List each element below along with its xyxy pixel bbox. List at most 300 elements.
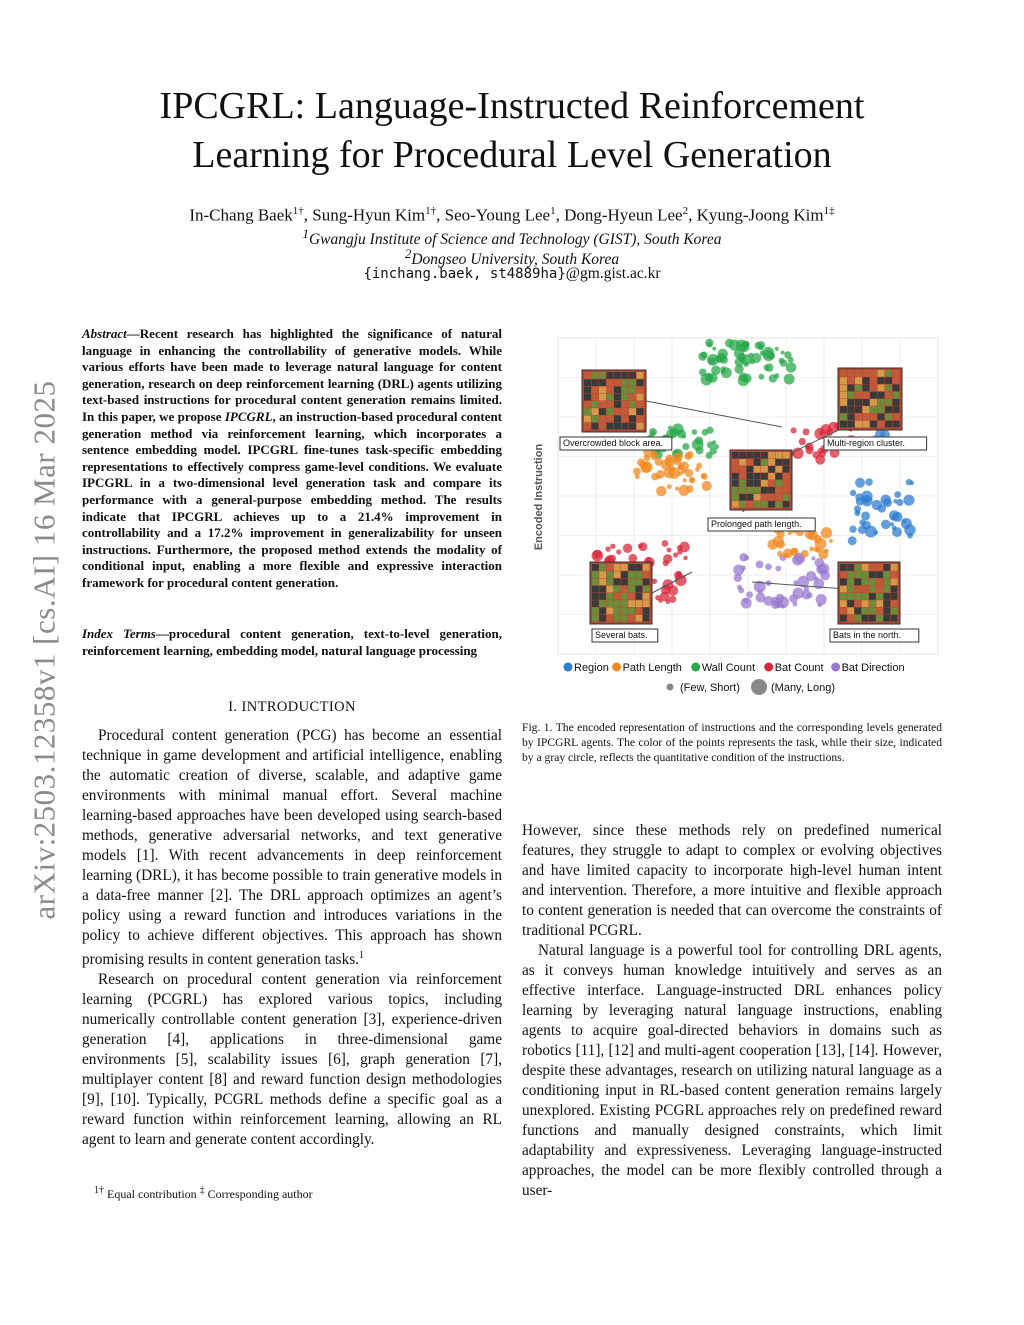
level-tile — [863, 385, 870, 392]
data-point — [775, 566, 781, 572]
level-tile — [891, 571, 898, 578]
level-tile — [592, 372, 599, 379]
intro-right-column — [522, 821, 942, 1201]
legend-marker — [564, 663, 573, 672]
level-tile — [876, 608, 883, 615]
level-tile — [584, 394, 591, 401]
data-point — [859, 519, 865, 525]
data-point — [865, 526, 877, 538]
data-point — [848, 536, 857, 545]
legend-marker — [831, 663, 840, 672]
level-tile — [884, 593, 891, 600]
level-tile — [637, 416, 644, 423]
level-tile — [636, 615, 643, 622]
level-tile — [628, 600, 635, 607]
level-tile — [754, 501, 761, 508]
level-tile — [599, 372, 606, 379]
level-tile — [761, 459, 768, 466]
data-point — [692, 429, 698, 435]
level-tile — [739, 473, 746, 480]
data-point — [628, 554, 637, 563]
level-tile — [607, 387, 614, 394]
level-tile — [783, 487, 790, 494]
level-tile — [878, 385, 885, 392]
level-tile — [893, 385, 900, 392]
level-tile — [869, 564, 876, 571]
level-tile — [761, 501, 768, 508]
level-tile — [776, 473, 783, 480]
level-tile — [878, 421, 885, 428]
data-point — [679, 461, 689, 471]
data-point — [896, 499, 903, 506]
level-tile — [761, 452, 768, 459]
level-tile — [869, 586, 876, 593]
level-tile — [599, 579, 606, 586]
level-tile — [754, 494, 761, 501]
level-tile — [893, 377, 900, 384]
level-tile — [732, 487, 739, 494]
level-tile — [891, 600, 898, 607]
level-tile — [863, 399, 870, 406]
level-tile — [739, 466, 746, 473]
level-tile — [885, 377, 892, 384]
level-tile — [732, 466, 739, 473]
level-tile — [876, 564, 883, 571]
data-point — [712, 347, 716, 351]
level-tile — [629, 394, 636, 401]
level-tile — [776, 466, 783, 473]
level-tile — [884, 564, 891, 571]
level-tile — [607, 372, 614, 379]
level-tile — [863, 406, 870, 413]
level-tile — [754, 452, 761, 459]
level-tile — [869, 571, 876, 578]
level-tile — [614, 416, 621, 423]
level-tile — [747, 501, 754, 508]
level-tile — [584, 387, 591, 394]
data-point — [811, 556, 815, 560]
level-tile — [848, 377, 855, 384]
author-name: In-Chang Baek — [189, 205, 293, 225]
level-tile — [855, 399, 862, 406]
level-tile — [840, 370, 847, 377]
level-tile — [870, 421, 877, 428]
level-tile — [848, 370, 855, 377]
size-legend-large-marker — [751, 679, 767, 695]
level-tile — [592, 423, 599, 430]
data-point — [646, 557, 651, 562]
level-tile — [621, 579, 628, 586]
level-tile — [878, 406, 885, 413]
data-point — [746, 591, 753, 598]
level-tile — [732, 452, 739, 459]
level-tile — [622, 423, 629, 430]
level-tile — [592, 608, 599, 615]
level-tile — [614, 593, 621, 600]
level-tile — [840, 406, 847, 413]
data-point — [669, 596, 676, 603]
level-tile — [840, 399, 847, 406]
annotation-label: Multi-region cluster. — [827, 438, 906, 448]
level-tile — [607, 564, 614, 571]
level-tile — [891, 615, 898, 622]
level-tile — [622, 394, 629, 401]
level-tile — [878, 392, 885, 399]
level-tile — [847, 586, 854, 593]
level-tile — [855, 571, 862, 578]
level-tile — [607, 394, 614, 401]
data-point — [699, 368, 707, 376]
data-point — [816, 548, 821, 553]
level-tile — [878, 399, 885, 406]
data-point — [814, 535, 822, 543]
level-tile — [599, 615, 606, 622]
level-tile — [847, 571, 854, 578]
level-thumbnail — [590, 562, 658, 642]
data-point — [744, 555, 749, 560]
level-tile — [599, 401, 606, 408]
data-point — [815, 455, 825, 465]
footnote: $^{1\dagger}$ Equal contribution ‡ Corresponding author — [94, 1185, 313, 1201]
author-name: Dong-Hyeun Lee — [564, 205, 683, 225]
affiliation-2: $^2$Dongseo University, South Korea — [404, 246, 620, 269]
level-tile — [599, 394, 606, 401]
level-tile — [629, 416, 636, 423]
level-tile — [614, 379, 621, 386]
data-point — [683, 556, 687, 560]
data-point — [788, 531, 792, 535]
level-tile — [622, 372, 629, 379]
level-tile — [761, 494, 768, 501]
level-tile — [607, 600, 614, 607]
annotation-label: Overcrowded block area. — [563, 438, 664, 448]
size-legend-small-marker — [667, 684, 674, 691]
legend-label: Path Length — [622, 662, 682, 674]
level-tile — [628, 586, 635, 593]
data-point — [751, 353, 761, 363]
level-tile — [637, 408, 644, 415]
section-heading: I. INTRODUCTION — [228, 699, 356, 715]
level-tile — [592, 379, 599, 386]
level-tile — [747, 466, 754, 473]
abstract: Abstract—Recent research has highlighted the significance of natural language in enhancing the controllability of generative models. While various efforts have been made to leverage natural language for content generation, research on deep reinforcement learning (DRL) agents utilizing text-based instructions for procedural content generation remains limited. In this paper, we propose IPCGRL, an instruction-based procedural content generation method via reinforcement learning, which incorporates a sentence embedding model. IPCGRL fine-tunes task-specific embedding representations to effectively compress game-level conditions. We evaluate IPCGRL in a two-dimensional level generation task and compare its performance with a general-purpose embedding method. The results indicate that IPCGRL achieves up to a 21.4% improvement in controllability and a 17.2% improvement in generalizability for unseen instructions. Furthermore, the proposed method extends the modality of conditional input, enabling a more flexible and expressive interaction framework for procedural content generation. — [82, 326, 503, 590]
data-point — [784, 351, 792, 359]
level-tile — [840, 564, 847, 571]
level-tile — [768, 480, 775, 487]
level-tile — [855, 564, 862, 571]
level-tile — [614, 423, 621, 430]
level-tile — [776, 459, 783, 466]
data-point — [708, 373, 717, 382]
level-tile — [863, 377, 870, 384]
level-tile — [840, 385, 847, 392]
author-affiliation-marker: 2 — [682, 205, 689, 217]
level-tile — [840, 377, 847, 384]
arxiv-stamp — [15, 360, 75, 940]
author-affiliation-marker: 1 — [550, 205, 556, 217]
level-tile — [893, 399, 900, 406]
level-tile — [592, 408, 599, 415]
level-tile — [599, 593, 606, 600]
level-tile — [628, 615, 635, 622]
abstract-label: Abstract — [82, 326, 127, 341]
data-point — [656, 486, 667, 497]
level-tile — [754, 459, 761, 466]
level-tile — [614, 372, 621, 379]
data-point — [907, 533, 913, 539]
level-tile — [629, 423, 636, 430]
level-tile — [869, 593, 876, 600]
level-tile — [847, 564, 854, 571]
affiliation-2-marker: 2 — [404, 246, 412, 261]
legend-label: Region — [574, 662, 609, 674]
level-tile — [636, 564, 643, 571]
level-tile — [629, 401, 636, 408]
intro-left-column — [82, 726, 502, 1150]
level-tile — [847, 579, 854, 586]
level-tile — [863, 414, 870, 421]
level-tile — [732, 494, 739, 501]
level-tile — [622, 401, 629, 408]
level-tile — [783, 501, 790, 508]
data-point — [881, 520, 891, 530]
level-tile — [878, 370, 885, 377]
level-tile — [863, 370, 870, 377]
level-tile — [637, 401, 644, 408]
level-tile — [855, 421, 862, 428]
level-tile — [884, 615, 891, 622]
data-point — [865, 478, 873, 486]
level-tile — [870, 370, 877, 377]
level-tile — [614, 571, 621, 578]
level-tile — [637, 394, 644, 401]
level-tile — [869, 600, 876, 607]
legend-marker — [691, 663, 700, 672]
level-tile — [592, 401, 599, 408]
author-affiliation-marker: 1‡ — [823, 205, 835, 217]
data-point — [819, 431, 823, 435]
data-point — [635, 474, 640, 479]
annotation-label: Prolonged path length. — [711, 519, 802, 529]
level-tile — [848, 399, 855, 406]
level-tile — [869, 579, 876, 586]
author-email: {inchang.baek, st4889ha}@gm.gist.ac.kr — [363, 265, 661, 282]
level-tile — [614, 387, 621, 394]
level-tile — [855, 377, 862, 384]
level-tile — [599, 608, 606, 615]
level-tile — [643, 608, 650, 615]
author-affiliation-marker: 1† — [292, 205, 304, 217]
data-point — [592, 550, 604, 562]
level-tile — [893, 421, 900, 428]
data-point — [765, 563, 772, 570]
level-tile — [614, 394, 621, 401]
level-tile — [643, 593, 650, 600]
author-name: Seo-Young Lee — [444, 205, 551, 225]
level-tile — [862, 600, 869, 607]
level-tile — [607, 423, 614, 430]
level-tile — [614, 586, 621, 593]
data-point — [682, 443, 689, 450]
level-tile — [621, 608, 628, 615]
level-tile — [840, 579, 847, 586]
level-tile — [876, 571, 883, 578]
legend-label: Bat Count — [774, 662, 824, 674]
level-tile — [643, 564, 650, 571]
legend-marker — [612, 663, 621, 672]
data-point — [706, 427, 713, 434]
level-tile — [783, 459, 790, 466]
title-line-1: IPCGRL: Language-Instructed Reinforcement — [159, 85, 865, 127]
level-tile — [847, 593, 854, 600]
annotation-label: Several bats. — [595, 630, 648, 640]
level-tile — [869, 608, 876, 615]
level-tile — [739, 459, 746, 466]
level-tile — [592, 387, 599, 394]
data-point — [817, 603, 822, 608]
level-tile — [876, 615, 883, 622]
data-point — [799, 438, 806, 445]
level-tile — [878, 414, 885, 421]
method-name: IPCGRL — [224, 408, 273, 424]
level-tile — [855, 385, 862, 392]
level-tile — [761, 480, 768, 487]
data-point — [817, 448, 823, 454]
data-point — [663, 560, 669, 566]
level-tile — [884, 608, 891, 615]
level-tile — [637, 387, 644, 394]
intro-paragraph-2: Research on procedural content generation via reinforcement learning (PCGRL) has explored various topics, including numerically controllable content generation [3], experience-driven generation [4], applications in three-dimensional game environments [5], scalability issues [6], graph generation [7], multiplayer content [8] and reward function design methodologies [9], [10]. Typically, PCGRL methods define a specific goal as a reward function within reinforcement learning, allowing an RL agent to learn and generate content accordingly. — [82, 971, 502, 1149]
level-tile — [636, 608, 643, 615]
level-tile — [599, 387, 606, 394]
author-name: Kyung-Joong Kim — [696, 205, 824, 225]
data-point — [801, 550, 809, 558]
level-tile — [863, 392, 870, 399]
level-tile — [628, 564, 635, 571]
data-point — [686, 451, 693, 458]
level-tile — [870, 392, 877, 399]
level-tile — [783, 466, 790, 473]
level-tile — [848, 385, 855, 392]
data-point — [855, 478, 865, 488]
annotation-label: Bats in the north. — [833, 630, 902, 640]
legend-label: Wall Count — [701, 662, 756, 674]
level-tile — [614, 408, 621, 415]
author-name: Sung-Hyun Kim — [312, 205, 426, 225]
level-tile — [621, 586, 628, 593]
data-point — [816, 564, 826, 574]
data-point — [759, 374, 765, 380]
data-point — [790, 548, 798, 556]
level-tile — [607, 608, 614, 615]
data-point — [880, 494, 890, 504]
data-point — [605, 546, 610, 551]
data-point — [903, 495, 914, 506]
level-tile — [768, 473, 775, 480]
level-tile — [855, 615, 862, 622]
data-point — [784, 374, 795, 385]
level-tile — [599, 379, 606, 386]
level-tile — [884, 586, 891, 593]
level-tile — [607, 408, 614, 415]
level-tile — [592, 593, 599, 600]
level-tile — [870, 385, 877, 392]
level-tile — [855, 414, 862, 421]
level-tile — [848, 392, 855, 399]
level-tile — [629, 387, 636, 394]
data-point — [775, 347, 779, 351]
data-point — [901, 518, 912, 529]
data-point — [902, 519, 906, 523]
data-point — [756, 592, 766, 602]
legend-marker — [764, 663, 773, 672]
data-point — [763, 364, 769, 370]
data-point — [849, 525, 856, 532]
paper-title — [100, 82, 924, 180]
level-tile — [878, 377, 885, 384]
level-tile — [885, 385, 892, 392]
level-tile — [607, 401, 614, 408]
level-tile — [637, 372, 644, 379]
data-point — [790, 427, 796, 433]
footnote-ref: 1 — [359, 950, 364, 961]
data-point — [678, 485, 689, 496]
level-tile — [885, 421, 892, 428]
level-tile — [732, 480, 739, 487]
data-point — [821, 527, 832, 538]
data-point — [861, 511, 870, 520]
level-tile — [747, 480, 754, 487]
level-tile — [643, 615, 650, 622]
level-tile — [754, 480, 761, 487]
level-tile — [607, 571, 614, 578]
level-tile — [622, 416, 629, 423]
level-tile — [607, 586, 614, 593]
data-point — [769, 374, 777, 382]
intro-paragraph-1: Procedural content generation (PCG) has become an essential technique in game development and artificial intelligence, enabling the automatic creation of diverse, scalable, and adaptive game environments with minimal manual effort. Several machine learning-based approaches have been developed using search-based methods, generative adversarial networks, and text generative models [1]. With recent advancements in deep reinforcement learning (DRL), it has become possible to train generative models in a data-free manner [2]. The DRL approach optimizes an agent’s policy using a reward function and introduces variations in the policy to achieve different objectives. This approach has shown promising results in content generation tasks.$^1$ — [82, 727, 502, 969]
level-tile — [768, 494, 775, 501]
level-tile — [739, 487, 746, 494]
level-tile — [592, 571, 599, 578]
data-point — [689, 477, 695, 483]
level-tile — [885, 370, 892, 377]
level-tile — [863, 421, 870, 428]
data-point — [803, 428, 810, 435]
level-tile — [636, 593, 643, 600]
level-tile — [768, 487, 775, 494]
level-tile — [891, 564, 898, 571]
level-tile — [862, 608, 869, 615]
data-point — [702, 481, 712, 491]
level-tile — [761, 466, 768, 473]
level-tile — [848, 414, 855, 421]
size-legend-large-label: (Many, Long) — [771, 682, 835, 694]
data-point — [644, 455, 651, 462]
level-tile — [869, 615, 876, 622]
level-tile — [870, 414, 877, 421]
index-terms: Index Terms—procedural content generation, text-to-level generation, reinforcement learning, embedding model, natural language processing — [82, 626, 503, 658]
level-tile — [783, 452, 790, 459]
data-point — [829, 539, 833, 543]
data-point — [894, 491, 901, 498]
level-tile — [840, 571, 847, 578]
level-tile — [643, 571, 650, 578]
level-tile — [840, 414, 847, 421]
level-tile — [636, 586, 643, 593]
level-tile — [754, 487, 761, 494]
data-point — [789, 594, 798, 603]
data-point — [675, 486, 679, 490]
